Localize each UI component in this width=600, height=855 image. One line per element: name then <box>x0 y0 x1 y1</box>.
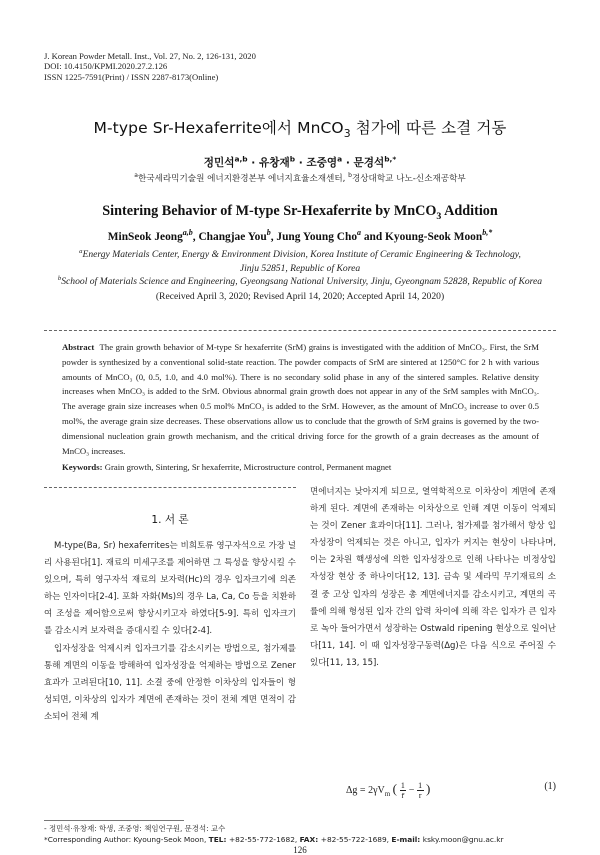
equation-number: (1) <box>544 781 556 792</box>
title-korean: M-type Sr-Hexaferrite에서 MnCO$_3$ 첨가에 따른 소결 거동 <box>93 119 507 141</box>
authors-korean: 정민석$^{a,b}$ · 유창재$^b$ · 조중영$^a$ · 문경석$^{b,*}$ <box>203 154 397 169</box>
journal-citation: J. Korean Powder Metall. Inst., Vol. 27, No. 2, 126-131, 2020 <box>44 51 256 61</box>
abstract-text: The grain growth behavior of M-type Sr hexaferrite (SrM) grains is investigated with the addition of MnCO₃. First, the SrM powder is synthesized by a conventional solid-state reaction. The powder compacts of SrM are sintered at 1250°C for 2 h with various amounts of MnCO₃ (0, 0.5, 1.0, and 4.0 mol%). There is no secondary solid phase in any of the sintered samples. Relative density increases when MnCO₃ is added to the SrM. Obvious abnormal grain growth does not appear in any of the SrM samples with MnCO₃. The average grain size increases when 0.5 mol% MnCO₃ is added to the SrM. However, as the amount of MnCO₃ increase to over 0.5 mol%, the average grain size decreases. These observations allow us to conclude that the growth of SrM grains is governed by the two-dimensional nucleation grain growth mechanism, and the critical driving force for the growth of a grain decreases as the amount of MnCO₃ increases. <box>62 342 540 456</box>
received-dates: (Received April 3, 2020; Revised April 14, 2020; Accepted April 14, 2020) <box>155 291 445 302</box>
abstract-label: Abstract <box>62 342 95 352</box>
issn-line: ISSN 1225-7591(Print) / ISSN 2287-8173(Online) <box>44 71 219 82</box>
keywords-label: Keywords: <box>62 462 103 472</box>
affiliation-b: $^b$School of Materials Science and Engineering, Gyeongsang National University, Jinju, Gyeongnam 52828, Republic of Korea <box>57 275 543 288</box>
body-column-left <box>44 538 296 726</box>
page-number: 126 <box>293 845 307 855</box>
affiliation-english <box>40 248 560 289</box>
footnotes <box>44 823 556 846</box>
equation-lhs: Δg = 2γV <box>346 785 385 796</box>
footnote-author-roles: - 정민석·유창재: 학생, 조중영: 책임연구원, 문경석: 교수 <box>44 824 226 833</box>
footnote-corresponding: *Corresponding Author: Kyoung-Seok Moon, TEL: +82-55-772-1682, FAX: +82-55-722-1689, E-mail: ksky.moon@gnu.ac.kr <box>44 835 504 845</box>
affiliation-a-city: Jinju 52851, Republic of Korea <box>239 262 361 274</box>
keywords-text: Grain growth, Sintering, Sr hexaferrite, Microstructure control, Permanent magnet <box>102 462 392 472</box>
affiliation-a: $^a$Energy Materials Center, Energy & Environment Division, Korea Institute of Ceramic Engineering & Technology, <box>79 247 521 260</box>
authors-english: MinSeok Jeong$^{a,b}$, Changjae You$^b$, Jung Young Cho$^a$ and Kyoung-Seok Moon$^{b,*}$ <box>107 228 493 243</box>
body-paragraph-2: 입자성장을 억제시켜 입자크기를 감소시키는 방법으로, 첨가제를 통해 계면의 이동을 방해하여 입자성장을 억제하는 방법으로 Zener 효과가 고려된다[10, 11]. 소결 중에 안정한 이차상의 입자들이 형성되면, 이차상의 입자가 계면에 존재하는 것이 전체 계면 면적이 감소되어 전체 계 <box>44 643 296 722</box>
equation-1: $\Delta g = 2\gamma V_m$ ( $\frac{1}{r̄}$ − $\frac{1}{r}$ ) (1) <box>346 781 556 801</box>
doi-line: DOI: 10.4150/KPMI.2020.27.2.126 <box>44 61 168 72</box>
affiliation-korean: $^a$한국세라믹기술원 에너지환경본부 에너지효율소재센터, $^b$경상대학교 나노-신소재공학부 <box>134 172 466 184</box>
section-heading-introduction: 1. 서 론 <box>151 514 189 526</box>
title-english: Sintering Behavior of M-type Sr-Hexaferrite by MnCO$_3$ Addition <box>102 203 498 222</box>
equation-fraction-1: $\frac{1}{r̄}$ <box>400 781 405 801</box>
body-column-right <box>310 484 556 672</box>
footnote-divider <box>44 820 184 821</box>
abstract-top-divider <box>44 330 556 331</box>
equation-fraction-2: $\frac{1}{r}$ <box>418 781 423 801</box>
email-link[interactable]: ksky.moon@gnu.ac.kr <box>422 835 504 845</box>
keywords-bottom-divider-left <box>44 487 296 488</box>
body-paragraph-1: M-type(Ba, Sr) hexaferrites는 비희토류 영구자석으로 가장 널리 사용된다[1]. 재료의 미세구조를 제어하면 그 특성을 향상시킬 수 있으며, 특히 영구자석 재료의 보자력(Hc)의 경우 입자크기에 의존하는 인자이다[2-4]. 포화 자화(Ms)의 경우 La, Ca, Co 등을 치환하여 조성을 제어함으로써 향상시키고자 하였다[5-9]. 특히 입자크기를 감소시켜 보자력을 증대시킬 수 있다[2-4]. <box>44 541 296 637</box>
abstract <box>62 340 539 458</box>
journal-header <box>44 51 256 82</box>
keywords <box>62 462 539 472</box>
body-paragraph-3: 면에너지는 낮아지게 되므로, 열역학적으로 이차상이 계면에 존재하게 된다. 계면에 존재하는 이차상으로 인해 계면 이동이 억제되는 것이 Zener 효과이다[11]. 그러나, 첨가제를 첨가해서 항상 입자성장이 억제되는 것은 아니고, 입자가 커지는 현상이 나타나며, 이는 2차원 핵생성에 의한 입자성장으로 인해 나타나는 비정상입자성장 현상 중 하나이다[12, 13]. 금속 및 세라믹 무기재료의 소결 중 고상 입자의 성장은 총 계면에너지를 감소시키고, 계면의 곡률에 의해 형성된 입자 간의 압력 차이에 의해 작은 입자가 큰 입자로 녹아 들어가면서 성장하는 Ostwald ripening 현상으로 일어난다[11, 14]. 이 때 입자성장구동력(Δg)은 다음 식으로 주어질 수 있다[11, 13, 15]. <box>310 487 556 668</box>
